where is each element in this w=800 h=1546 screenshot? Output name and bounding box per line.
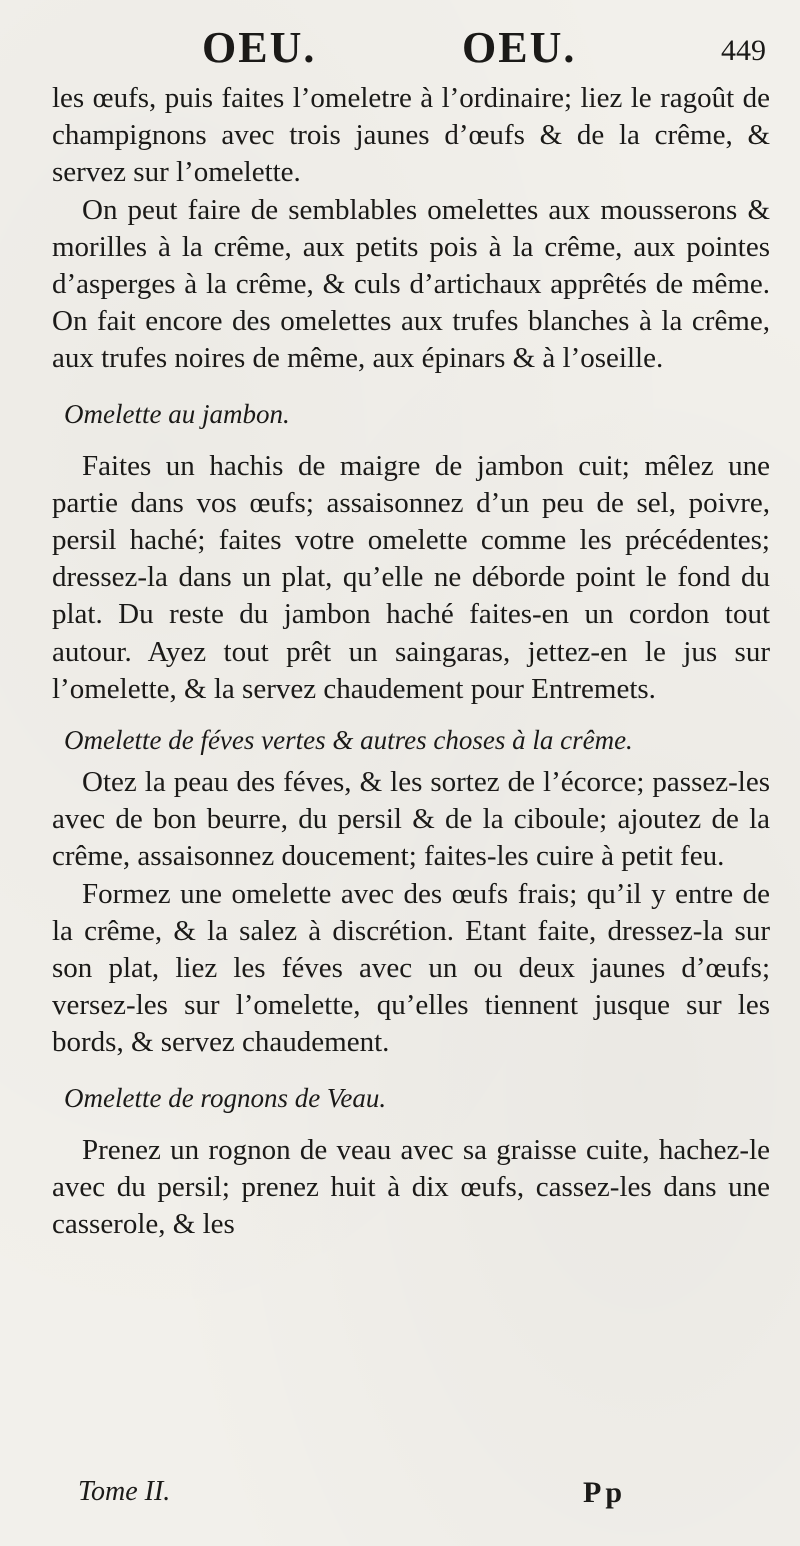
section-omelette-feves — [52, 722, 770, 1062]
running-head-right: OEU. — [462, 23, 577, 72]
paragraph: On peut faire de semblables omelettes aux mousserons & morilles à la crême, aux petits pois à la crême, aux pointes d’asperges à la crême, & culs d’artichaux apprêtés de même. On fait encore des omelettes aux trufes blanches à la crême, aux trufes noires de même, aux épinars & à l’oseille. — [52, 193, 770, 375]
section-heading: Omelette de féves vertes & autres choses à la crême. — [64, 725, 633, 756]
page-footer — [78, 1476, 770, 1516]
paragraph: Otez la peau des féves, & les sortez de l’écorce; passez-les avec de bon beurre, du persil & de la ciboule; ajoutez de la crême, assaisonnez doucement; faites-les cuire à petit feu. — [52, 766, 770, 873]
paragraph: Formez une omelette avec des œufs frais; qu’il y entre de la crême, & la salez à discrétion. Etant faite, dressez-la sur son plat, liez les féves avec un ou deux jaunes d’œufs; versez-les sur l’omelette, qu’elles tiennent jusque sur les bords, & servez chaudement. — [52, 877, 770, 1059]
running-head — [52, 18, 770, 80]
page-number: 449 — [721, 34, 766, 67]
section-heading: Omelette de rognons de Veau. — [64, 1082, 387, 1113]
section-continued-recipe — [52, 80, 770, 378]
page-body — [52, 80, 770, 1243]
section-heading: Omelette au jambon. — [64, 398, 290, 429]
paragraph: les œufs, puis faites l’omeletre à l’ordinaire; liez le ragoût de champignons avec trois jaunes d’œufs & de la crême, & servez sur l’omelette. — [52, 82, 770, 189]
running-head-left: OEU. — [202, 23, 317, 72]
paragraph: Prenez un rognon de veau avec sa graisse cuite, hachez-le avec du persil; prenez huit à dix œufs, cassez-les dans une casserole, & les — [52, 1133, 770, 1241]
signature-mark: Pp — [583, 1476, 627, 1509]
section-omelette-jambon — [52, 396, 770, 708]
volume-label: Tome II. — [78, 1476, 171, 1507]
paragraph: Faites un hachis de maigre de jambon cuit; mêlez une partie dans vos œufs; assaisonnez d’un peu de sel, poivre, persil haché; faites votre omelette comme les précédentes; dressez-la dans un plat, qu’elle ne déborde point le fond du plat. Du reste du jambon haché faites-en un cordon tout autour. Ayez tout prêt un saingaras, jettez-en le jus sur l’omelette, & la servez chaudement pour Entremets. — [52, 449, 770, 705]
section-omelette-rognons — [52, 1080, 770, 1244]
